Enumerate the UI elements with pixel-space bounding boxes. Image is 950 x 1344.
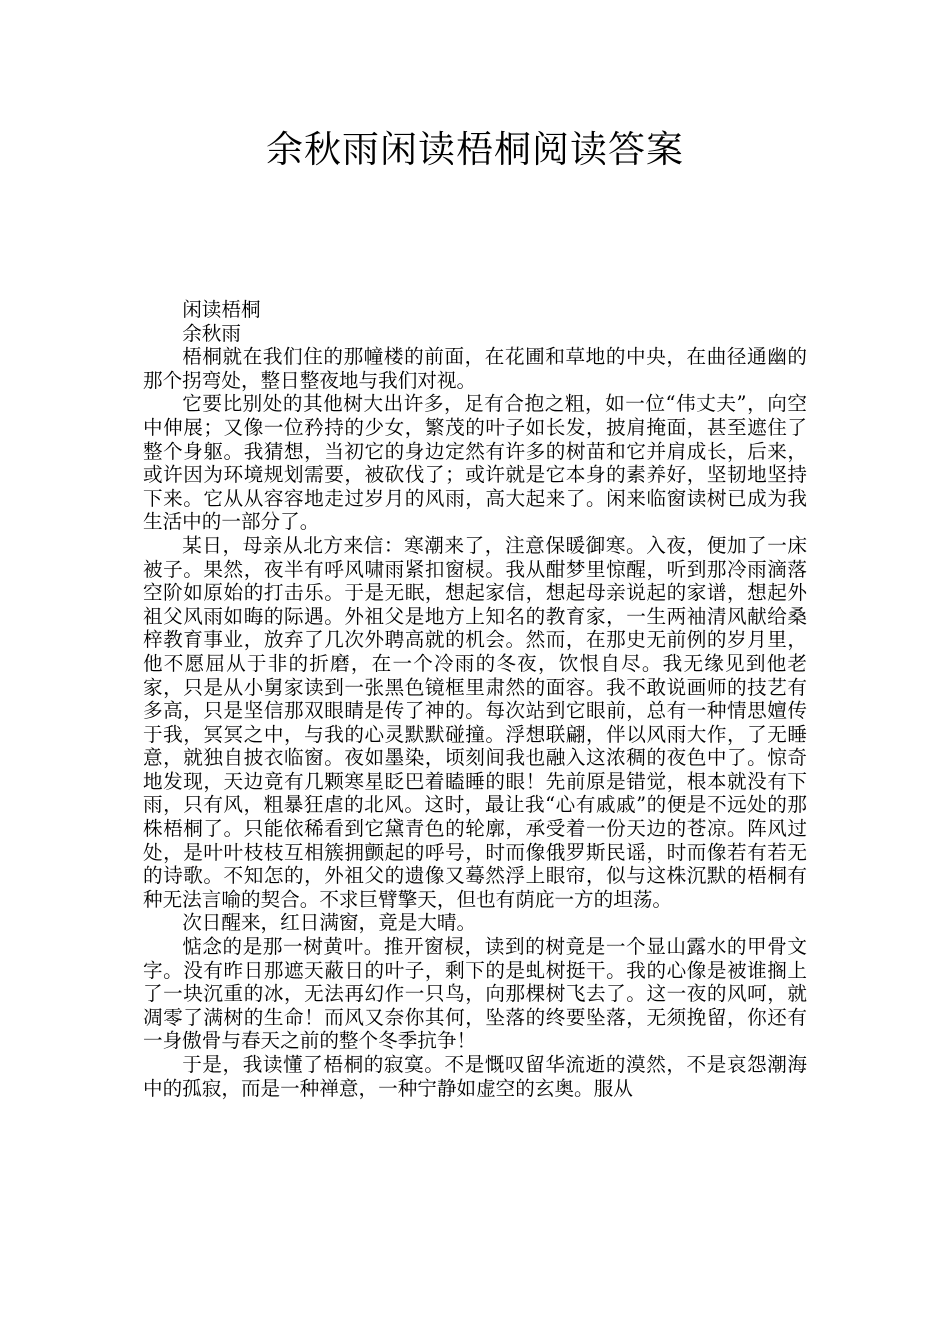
document-body: [143, 298, 807, 1100]
paragraph: 梧桐就在我们住的那幢楼的前面，在花圃和草地的中央，在曲径通幽的那个拐弯处，整日整夜地与我们对视。: [143, 345, 807, 392]
essay-title: 闲读梧桐: [182, 298, 261, 321]
document-title: 余秋雨闲读梧桐阅读答案: [266, 128, 684, 171]
essay-author: 余秋雨: [182, 321, 241, 345]
paragraph: 某日，母亲从北方来信：寒潮来了，注意保暖御寒。入夜，便加了一床被子。果然，夜半有呼风啸雨紧扣窗棂。我从酣梦里惊醒，听到那冷雨滴落空阶如原始的打击乐。于是无眠，想起家信，想起母亲说起的家谱，想起外祖父风雨如晦的际遇。外祖父是地方上知名的教育家，一生两袖清风献给桑梓教育事业，放弃了几次外聘高就的机会。然而，在那史无前例的岁月里，他不愿屈从于非的折磨，在一个冷雨的冬夜，饮恨自尽。我无缘见到他老家，只是从小舅家读到一张黑色镜框里肃然的面容。我不敢说画师的技艺有多高，只是坚信那双眼睛是传了神的。每次站到它眼前，总有一种情思嬗传于我，冥冥之中，与我的心灵默默碰撞。浮想联翩，伴以风雨大作，了无睡意，就独自披衣临窗。夜如墨染，顷刻间我也融入这浓稠的夜色中了。惊奇地发现，天边竟有几颗寒星眨巴着瞌睡的眼！先前原是错觉，根本就没有下雨，只有风，粗暴狂虐的北风。这时，最让我“心有戚戚”的便是不远处的那株梧桐了。只能依稀看到它黛青色的轮廓，承受着一份天边的苍凉。阵风过处，是叶叶枝枝互相簇拥颤起的呼号，时而像俄罗斯民谣，时而像若有若无的诗歌。不知怎的，外祖父的遗像又蓦然浮上眼帘，似与这株沉默的梧桐有种无法言喻的契合。不求巨臂擎天，但也有荫庇一方的坦荡。: [143, 533, 807, 911]
paragraph: 惦念的是那一树黄叶。推开窗棂，读到的树竟是一个显山露水的甲骨文字。没有昨日那遮天蔽日的叶子，剩下的是虬树挺干。我的心像是被谁搁上了一块沉重的冰，无法再幻作一只鸟，向那棵树飞去了。这一夜的风呵，就凋零了满树的生命！而风又奈你其何，坠落的终要坠落，无须挽留，你还有一身傲骨与春天之前的整个冬季抗争！: [143, 935, 807, 1053]
paragraph: 它要比别处的其他树大出许多，足有合抱之粗，如一位“伟丈夫”，向空中伸展；又像一位矜持的少女，繁茂的叶子如长发，披肩掩面，甚至遮住了整个身躯。我猜想，当初它的身边定然有许多的树苗和它并肩成长，后来，或许因为环境规划需要，被砍伐了；或许就是它本身的素养好，坚韧地坚持下来。它从从容容地走过岁月的风雨，高大起来了。闲来临窗读树已成为我生活中的一部分了。: [143, 392, 807, 534]
paragraph: 次日醒来，红日满窗，竟是大晴。: [182, 911, 477, 935]
paragraph: 于是，我读懂了梧桐的寂寞。不是慨叹留华流逝的漠然，不是哀怨潮海中的孤寂，而是一种禅意，一种宁静如虚空的玄奥。服从: [143, 1053, 807, 1100]
